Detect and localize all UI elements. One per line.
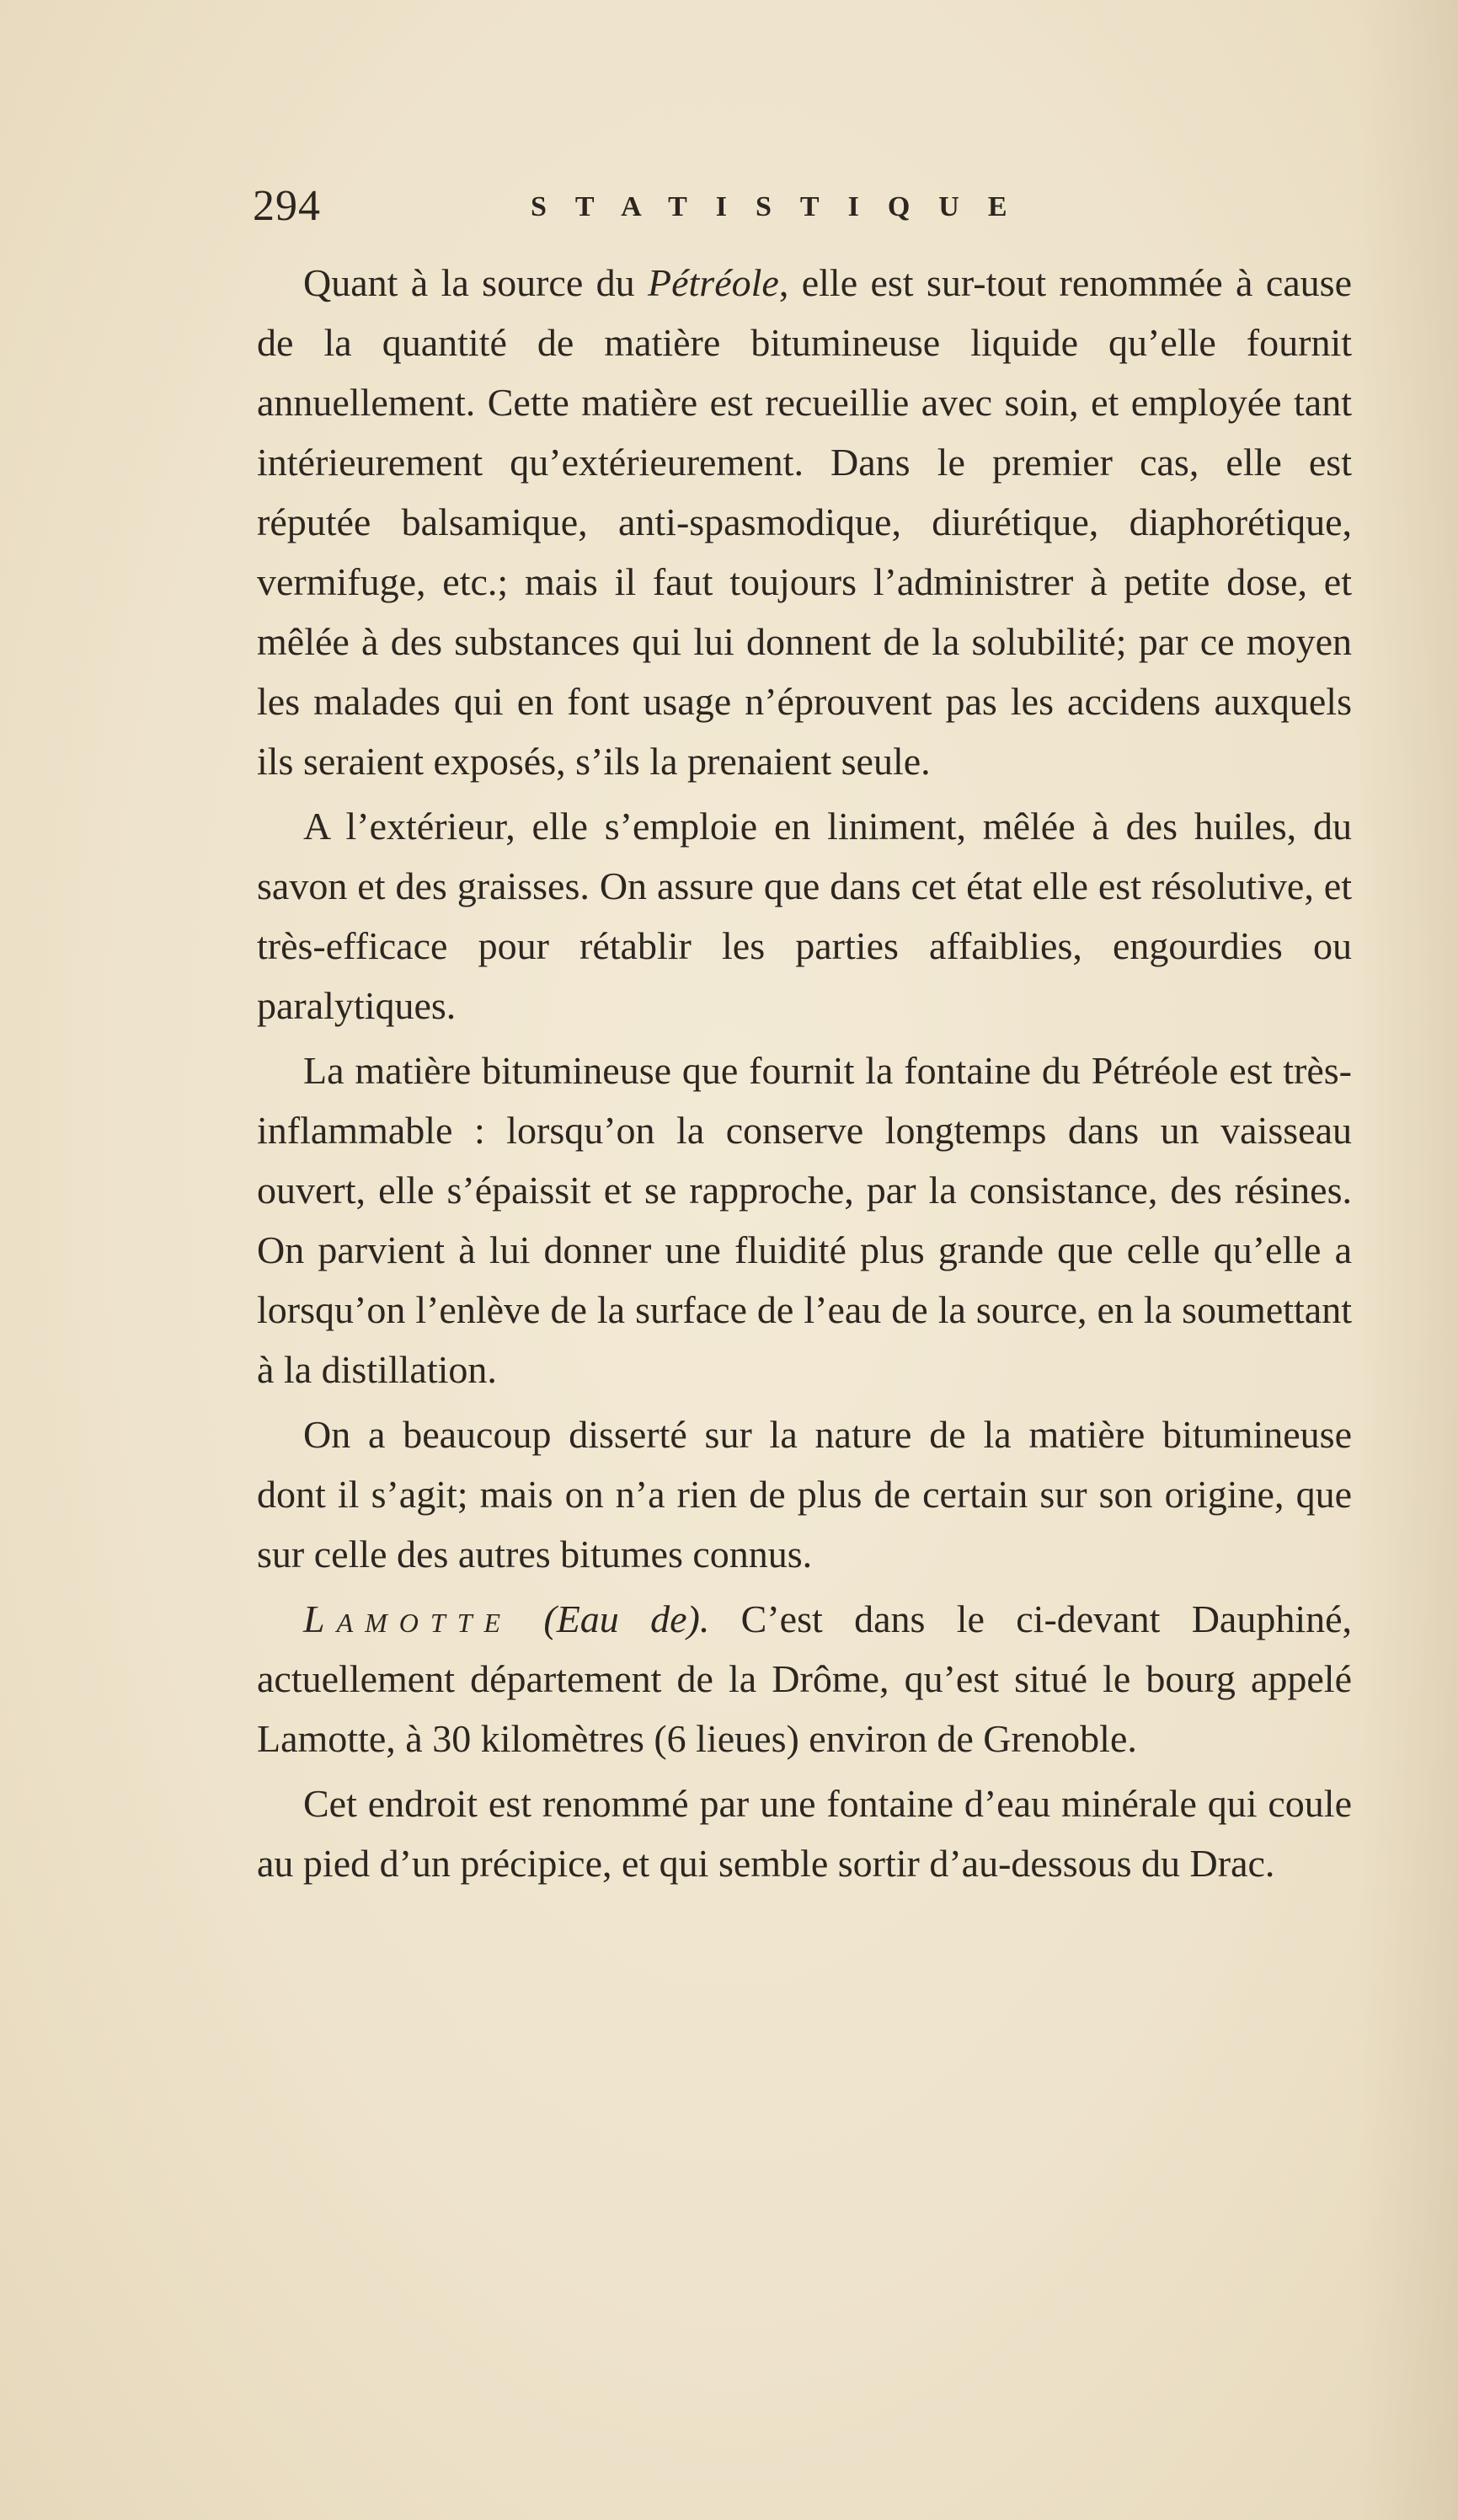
paragraph-endroit: Cet endroit est renommé par une fontaine d’eau minérale qui coule au pied d’un précipice, et qui semble sortir d’au-dessous du Drac.: [257, 1782, 1352, 1885]
paragraph-text: C’est dans le ci-devant Dauphiné, actuellement département de la Drôme, qu’est situé le bourg appelé Lamotte, à 30 kilomètres (6 lieues) environ de Grenoble.: [257, 1597, 1353, 1760]
paragraph-text: Quant à la source du: [303, 261, 649, 304]
entry-subtitle: (Eau de).: [543, 1597, 710, 1640]
italic-term: Pétréole: [648, 261, 779, 304]
entry-name: Lamotte: [303, 1597, 513, 1640]
paragraph-exterieur: A l’extérieur, elle s’emploie en liniment, mêlée à des huiles, du savon et des graisses. On assure que dans cet état elle est résolutive, et très-efficace pour rétablir les parties affaiblies, engourdies ou paralytiques.: [257, 805, 1352, 1027]
page-edge-shadow: [1357, 0, 1458, 2520]
page-header: [253, 181, 1095, 240]
page-number: 294: [253, 182, 321, 230]
paragraph-text: , elle est sur-tout renommée à cause de la quantité de matière bitumineuse liquide qu’elle fournit annuellement. Cette matière est recueillie avec soin, et employée tant intérieurement qu’extérieurement. Dans le premier cas, elle est réputée balsamique, anti-spasmodique, diurétique, diaphorétique, vermifuge, etc.; mais il faut toujours l’administrer à petite dose, et mêlée à des substances qui lui donnent de la solubilité; par ce moyen les malades qui en font usage n’éprouvent pas les accidens auxquels ils seraient exposés, s’ils la prenaient seule.: [257, 261, 1352, 783]
paragraph-disserte: On a beaucoup disserté sur la nature de la matière bitumineuse dont il s’agit; mais on n’a rien de plus de certain sur son origine, que sur celle des autres bitumes connus.: [257, 1413, 1352, 1576]
paragraph-lamotte: [257, 1589, 1352, 1768]
paragraph-petreole: [257, 253, 1352, 791]
paragraph-matiere: La matière bitumineuse que fournit la fontaine du Pétréole est très-inflammable : lorsqu’on la conserve longtemps dans un vaisseau ouvert, elle s’épaissit et se rapproche, par la consistance, des résines. On parvient à lui donner une fluidité plus grande que celle qu’elle a lorsqu’on l’enlève de la surface de l’eau de la source, en la soumettant à la distillation.: [257, 1049, 1352, 1391]
body-text: [257, 253, 1352, 1898]
running-head: STATISTIQUE: [531, 191, 1036, 222]
